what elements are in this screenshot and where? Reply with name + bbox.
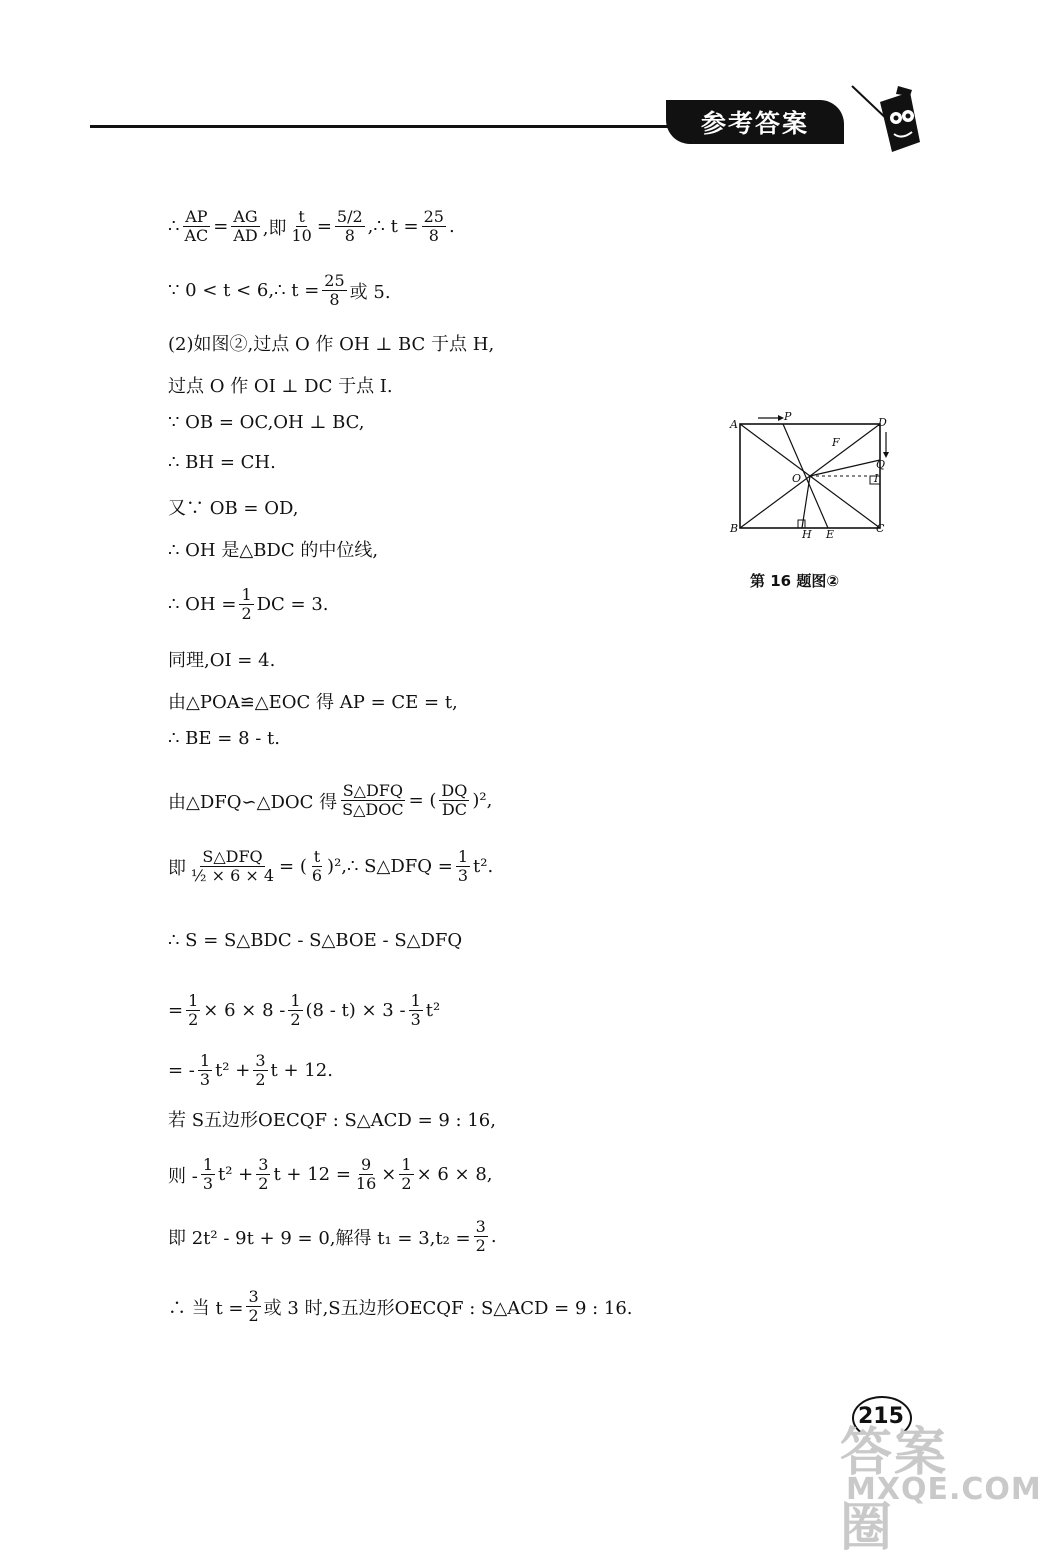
line-text: ∴ bbox=[168, 216, 180, 238]
fraction bbox=[198, 1052, 212, 1090]
line-text: ∴ BH = CH. bbox=[168, 452, 276, 473]
fraction bbox=[239, 586, 253, 624]
fraction bbox=[256, 1156, 270, 1194]
solution-line bbox=[168, 330, 494, 356]
fraction bbox=[253, 1052, 267, 1090]
fraction-denominator: 2 bbox=[241, 604, 252, 624]
line-text: 若 S五边形OECQF : S△ACD = 9 : 16, bbox=[168, 1110, 496, 1131]
line-text: ∴ BE = 8 - t. bbox=[168, 728, 280, 749]
label-A: A bbox=[730, 418, 738, 431]
fraction bbox=[340, 782, 405, 820]
fraction-numerator: 1 bbox=[290, 991, 301, 1010]
solution-line bbox=[168, 992, 440, 1030]
label-P: P bbox=[784, 410, 792, 423]
line-text: ∵ 0 < t < 6,∴ t = bbox=[168, 280, 320, 302]
fraction-numerator: 3 bbox=[248, 1287, 259, 1306]
fraction bbox=[322, 272, 346, 310]
line-text: t². bbox=[473, 856, 494, 878]
fraction-denominator: 3 bbox=[457, 866, 469, 886]
fraction-numerator: S△DFQ bbox=[202, 847, 263, 866]
fraction bbox=[310, 848, 324, 886]
solution-line bbox=[168, 372, 393, 398]
solution-line bbox=[168, 848, 493, 886]
fraction-denominator: 6 bbox=[311, 866, 323, 886]
line-text: . bbox=[448, 216, 455, 238]
line-text: ,∴ t = bbox=[367, 216, 419, 238]
fraction bbox=[289, 208, 313, 246]
line-text: = - bbox=[168, 1060, 195, 1082]
line-text: 过点 O 作 OI ⊥ DC 于点 I. bbox=[168, 376, 393, 397]
line-text: = bbox=[213, 216, 229, 238]
fraction-numerator: t bbox=[313, 847, 321, 866]
fraction-numerator: 25 bbox=[324, 271, 345, 290]
line-text: = ( bbox=[279, 856, 307, 878]
fraction-numerator: 3 bbox=[258, 1155, 269, 1174]
solution-line bbox=[168, 494, 299, 520]
line-text: ∴ OH = bbox=[168, 594, 237, 616]
solution-line bbox=[168, 536, 378, 562]
fraction-numerator: 5/2 bbox=[336, 207, 363, 226]
fraction-numerator: 1 bbox=[410, 991, 421, 1010]
line-text: 即 2t² - 9t + 9 = 0,解得 t₁ = 3,t₂ = bbox=[168, 1227, 471, 1249]
line-text: ∵ OB = OC,OH ⊥ BC, bbox=[168, 412, 365, 433]
fraction-denominator: AD bbox=[233, 226, 258, 246]
fraction bbox=[182, 208, 210, 246]
line-text: t + 12 = bbox=[273, 1164, 351, 1186]
label-B: B bbox=[730, 522, 739, 535]
fraction-numerator: 1 bbox=[401, 1155, 412, 1174]
fraction-denominator: 2 bbox=[255, 1070, 266, 1090]
solution-line bbox=[168, 1218, 497, 1256]
line-text: (8 - t) × 3 - bbox=[305, 1000, 406, 1022]
fraction-denominator: ½ × 6 × 4 bbox=[191, 866, 275, 886]
line-text: 则 - bbox=[168, 1165, 198, 1187]
fraction bbox=[231, 208, 259, 246]
label-D: D bbox=[878, 416, 887, 429]
solution-line bbox=[168, 728, 280, 749]
fraction-numerator: 1 bbox=[199, 1051, 211, 1070]
line-text: t² bbox=[425, 1000, 441, 1022]
fraction bbox=[246, 1288, 260, 1326]
fraction bbox=[422, 208, 446, 246]
solution-line bbox=[168, 1106, 496, 1132]
fraction bbox=[439, 782, 469, 820]
fraction-denominator: 16 bbox=[355, 1174, 377, 1194]
label-E: E bbox=[826, 528, 835, 541]
solution-line bbox=[168, 646, 275, 672]
header-rule bbox=[90, 125, 670, 128]
line-text: t + 12. bbox=[270, 1060, 333, 1082]
line-text: 或 5. bbox=[349, 281, 391, 303]
fraction bbox=[201, 1156, 215, 1194]
fraction-denominator: 3 bbox=[202, 1174, 213, 1194]
fraction-denominator: 3 bbox=[199, 1070, 211, 1090]
line-text: ∴ S = S△BDC - S△BOE - S△DFQ bbox=[168, 930, 463, 951]
label-C: C bbox=[876, 522, 885, 535]
line-text: )²,∴ S△DFQ = bbox=[327, 856, 453, 878]
fraction-denominator: 2 bbox=[401, 1174, 412, 1194]
fraction-numerator: 3 bbox=[255, 1051, 266, 1070]
fraction-denominator: 2 bbox=[258, 1174, 269, 1194]
fraction-numerator: 1 bbox=[241, 585, 252, 604]
solution-line bbox=[168, 782, 492, 820]
line-text: × bbox=[381, 1164, 397, 1186]
line-text: 即 bbox=[168, 857, 186, 879]
pencil-mascot-icon bbox=[850, 82, 930, 162]
watermark: 答案圈 MXQE.COM bbox=[840, 1423, 1042, 1558]
line-text: × 6 × 8, bbox=[416, 1164, 493, 1186]
answer-banner: 参考答案 bbox=[666, 100, 844, 144]
fraction bbox=[186, 992, 200, 1030]
fraction-numerator: AP bbox=[185, 207, 208, 226]
fraction-numerator: 25 bbox=[423, 207, 444, 226]
line-text: DC = 3. bbox=[256, 594, 329, 616]
fraction bbox=[474, 1218, 488, 1256]
fraction-numerator: AG bbox=[233, 207, 258, 226]
fraction-denominator: 2 bbox=[290, 1010, 301, 1030]
rectangle-diagram bbox=[720, 410, 900, 540]
fraction bbox=[354, 1156, 378, 1194]
fraction-denominator: DC bbox=[441, 800, 467, 820]
line-text: ,即 bbox=[262, 217, 287, 239]
line-text: × 6 × 8 - bbox=[203, 1000, 286, 1022]
label-O: O bbox=[792, 472, 802, 485]
fraction bbox=[409, 992, 423, 1030]
fraction-numerator: 3 bbox=[475, 1217, 486, 1236]
fraction-numerator: DQ bbox=[441, 781, 468, 800]
line-text: . bbox=[490, 1226, 497, 1248]
label-Q: Q bbox=[876, 458, 886, 471]
line-text: 又∵ OB = OD, bbox=[168, 498, 299, 519]
fraction-denominator: 2 bbox=[248, 1306, 259, 1326]
fraction-denominator: 8 bbox=[344, 226, 355, 246]
page-number: 215 bbox=[858, 1404, 904, 1429]
fraction bbox=[456, 848, 470, 886]
fraction-denominator: S△DOC bbox=[342, 800, 404, 820]
line-text: = bbox=[316, 216, 332, 238]
fraction-numerator: 9 bbox=[361, 1155, 372, 1174]
solution-line bbox=[168, 412, 365, 433]
fraction-denominator: 8 bbox=[329, 290, 340, 310]
figure-caption: 第 16 题图② bbox=[750, 572, 840, 590]
solution-line bbox=[168, 272, 391, 310]
fraction bbox=[189, 848, 276, 886]
label-F: F bbox=[832, 436, 840, 449]
fraction-numerator: t bbox=[298, 207, 305, 226]
line-text: 由△POA≌△EOC 得 AP = CE = t, bbox=[168, 692, 458, 713]
solution-line bbox=[168, 1288, 633, 1326]
line-text: = bbox=[168, 1000, 184, 1022]
fraction bbox=[335, 208, 365, 246]
solution-line bbox=[168, 586, 329, 624]
fraction-numerator: 1 bbox=[202, 1155, 213, 1174]
solution-line bbox=[168, 688, 458, 714]
line-text: t² + bbox=[218, 1164, 254, 1186]
fraction-numerator: S△DFQ bbox=[342, 781, 404, 800]
fraction-numerator: 1 bbox=[457, 847, 469, 866]
fraction-denominator: 10 bbox=[291, 226, 312, 246]
line-text: 同理,OI = 4. bbox=[168, 650, 276, 671]
fraction-denominator: 2 bbox=[188, 1010, 199, 1030]
fraction-denominator: 2 bbox=[475, 1236, 486, 1256]
fraction-denominator: AC bbox=[184, 226, 209, 246]
solution-line bbox=[168, 1052, 333, 1090]
line-text: = ( bbox=[408, 790, 437, 812]
line-text: t² + bbox=[215, 1060, 251, 1082]
line-text: 由△DFQ∽△DOC 得 bbox=[168, 791, 338, 813]
solution-line bbox=[168, 930, 462, 951]
solution-line bbox=[168, 208, 455, 246]
solution-line bbox=[168, 1156, 493, 1194]
line-text: )², bbox=[472, 790, 493, 812]
fraction bbox=[399, 1156, 413, 1194]
line-text: ∴ 当 t = bbox=[168, 1297, 244, 1319]
line-text: 或 3 时,S五边形OECQF : S△ACD = 9 : 16. bbox=[263, 1297, 633, 1319]
solution-line bbox=[168, 452, 276, 473]
label-I: I bbox=[874, 472, 879, 485]
line-text: (2)如图②,过点 O 作 OH ⊥ BC 于点 H, bbox=[168, 334, 495, 355]
fraction bbox=[288, 992, 302, 1030]
label-H: H bbox=[802, 528, 812, 541]
fraction-numerator: 1 bbox=[188, 991, 199, 1010]
fraction-denominator: 8 bbox=[428, 226, 439, 246]
line-text: ∴ OH 是△BDC 的中位线, bbox=[168, 540, 379, 561]
fraction-denominator: 3 bbox=[410, 1010, 421, 1030]
